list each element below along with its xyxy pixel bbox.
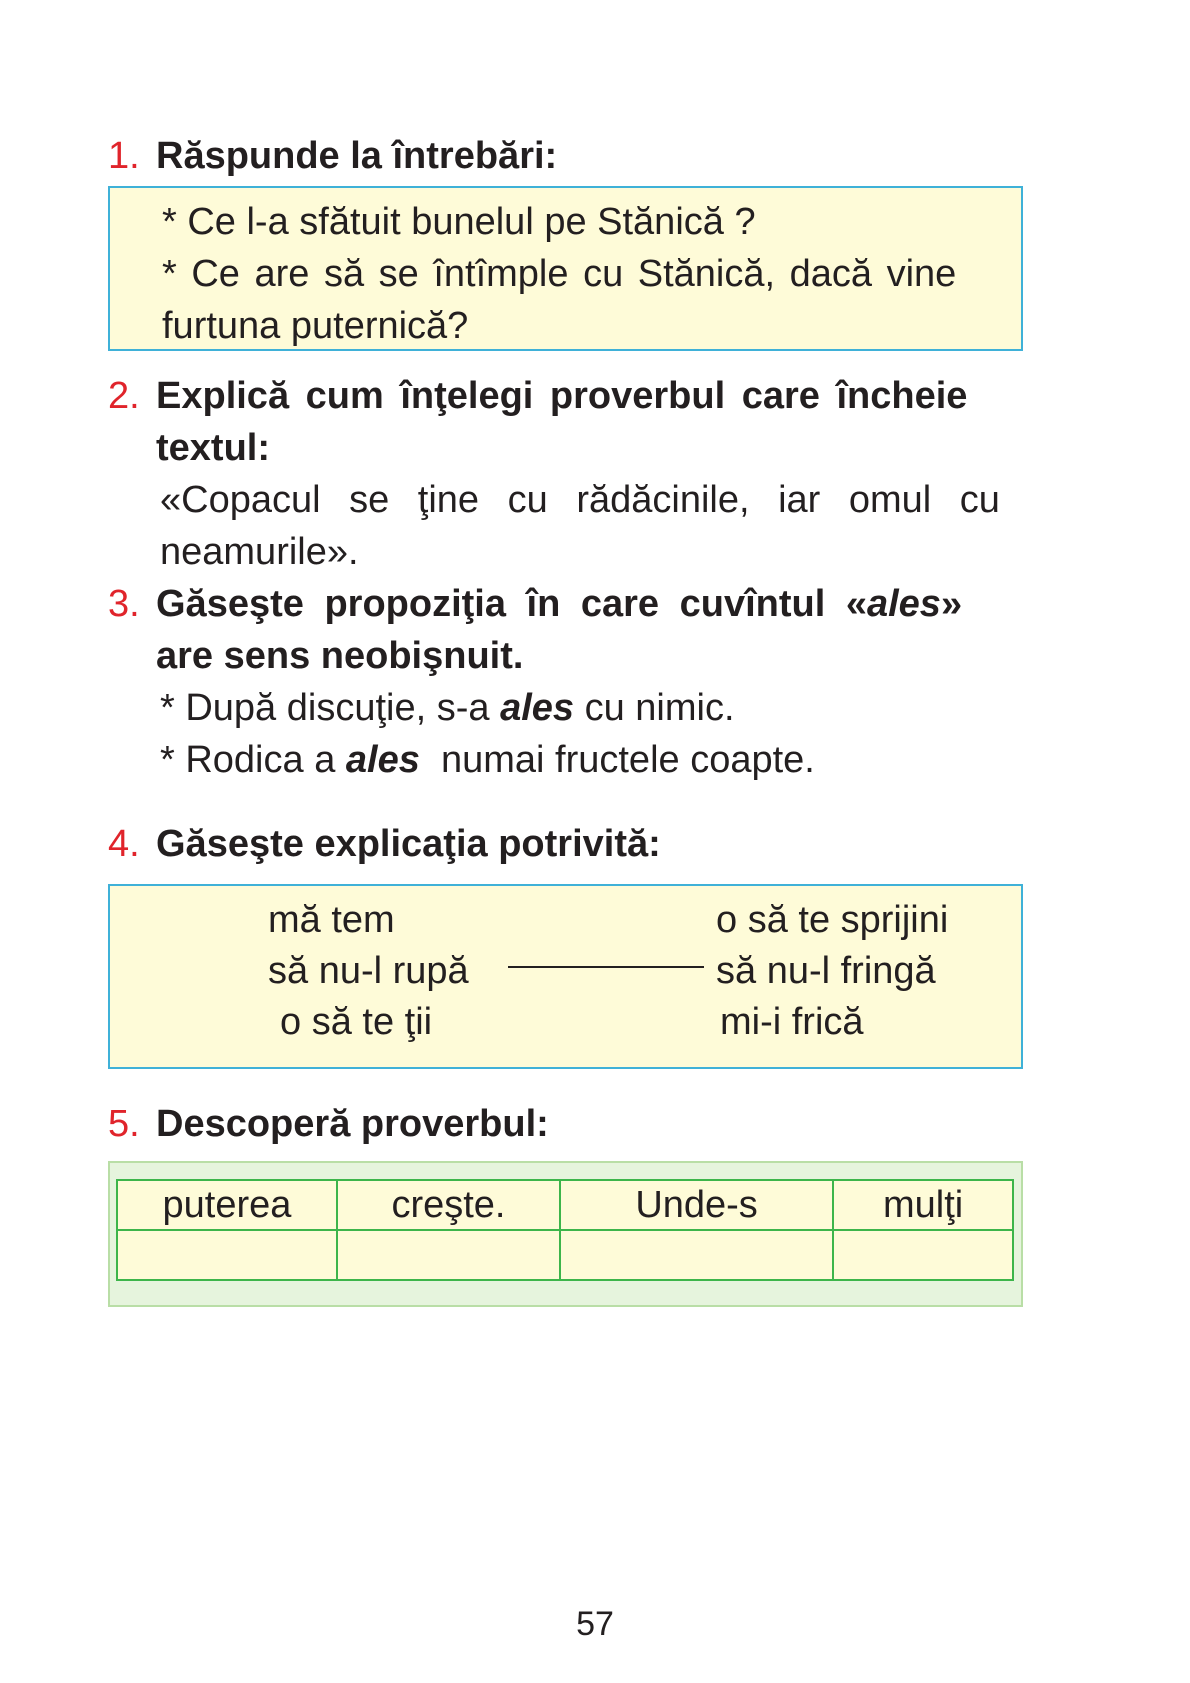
keyword-ales: ales bbox=[500, 687, 575, 729]
question-title: Descoperă proverbul: bbox=[156, 1103, 549, 1145]
question-5-heading bbox=[108, 1098, 1028, 1150]
question-number: 4. bbox=[108, 823, 140, 865]
left-term: o să te ţii bbox=[280, 1001, 433, 1043]
question-title: Găseşte explicaţia potrivită: bbox=[156, 823, 661, 865]
answer-cell[interactable] bbox=[117, 1230, 337, 1280]
answer-cell[interactable] bbox=[833, 1230, 1013, 1280]
question-title: Explică cum înţelegi proverbul care încheie bbox=[156, 375, 968, 417]
keyword-ales: ales bbox=[345, 739, 420, 781]
proverb-line bbox=[160, 474, 1026, 526]
question-number: 2. bbox=[108, 375, 140, 417]
word-cell: creşte. bbox=[337, 1180, 560, 1230]
keyword-ales: ales bbox=[866, 583, 941, 625]
question-title: Găseşte propoziţia în care cuvîntul « bbox=[156, 583, 867, 625]
answer-cell[interactable] bbox=[337, 1230, 560, 1280]
proverb-line-2: neamurile». bbox=[160, 531, 359, 573]
question-number: 3. bbox=[108, 583, 140, 625]
question-title: Răspunde la întrebări: bbox=[156, 135, 558, 177]
question-4-heading bbox=[108, 818, 1028, 870]
question-title-continued: textul: bbox=[156, 427, 270, 469]
question-line: * Ce l-a sfătuit bunelul pe Stănică ? bbox=[162, 201, 756, 243]
table-row bbox=[117, 1180, 1013, 1230]
proverb-text bbox=[160, 474, 1026, 578]
word-cell: puterea bbox=[117, 1180, 337, 1230]
left-term: să nu-l rupă bbox=[268, 950, 469, 992]
question-text: * Ce are să se întîmple cu Stănică, dacă vine bbox=[162, 253, 957, 295]
question-title-continued: are sens neobişnuit. bbox=[156, 635, 524, 677]
right-term: o să te sprijini bbox=[716, 899, 949, 941]
matching-box bbox=[108, 884, 1023, 1069]
proverb-table bbox=[116, 1179, 1014, 1281]
sentence-2: * Rodica a ales numai fructele coapte. bbox=[160, 739, 815, 781]
page-number: 57 bbox=[576, 1605, 614, 1643]
question-number: 5. bbox=[108, 1103, 140, 1145]
question-1-box bbox=[108, 186, 1023, 351]
question-number: 1. bbox=[108, 135, 140, 177]
word-cell: Unde-s bbox=[560, 1180, 833, 1230]
question-line bbox=[162, 248, 1003, 300]
sentence-1: * După discuţie, s-a ales cu nimic. bbox=[160, 687, 735, 729]
question-3-heading bbox=[108, 578, 1028, 682]
table-row bbox=[117, 1230, 1013, 1280]
proverb-line-1: «Copacul se ţine cu rădăcinile, iar omul cu bbox=[160, 479, 1000, 521]
proverb-table-frame bbox=[108, 1161, 1023, 1307]
matching-line bbox=[508, 966, 704, 968]
question-2-heading bbox=[108, 370, 1028, 474]
right-term: să nu-l fringă bbox=[716, 950, 936, 992]
left-term: mă tem bbox=[268, 899, 395, 941]
answer-cell[interactable] bbox=[560, 1230, 833, 1280]
right-term: mi-i frică bbox=[720, 1001, 864, 1043]
question-title-end: » bbox=[940, 583, 963, 625]
word-cell: mulţi bbox=[833, 1180, 1013, 1230]
sentence-list bbox=[160, 682, 1026, 786]
question-1-heading bbox=[108, 130, 1028, 182]
question-line: furtuna puternică? bbox=[162, 305, 469, 347]
